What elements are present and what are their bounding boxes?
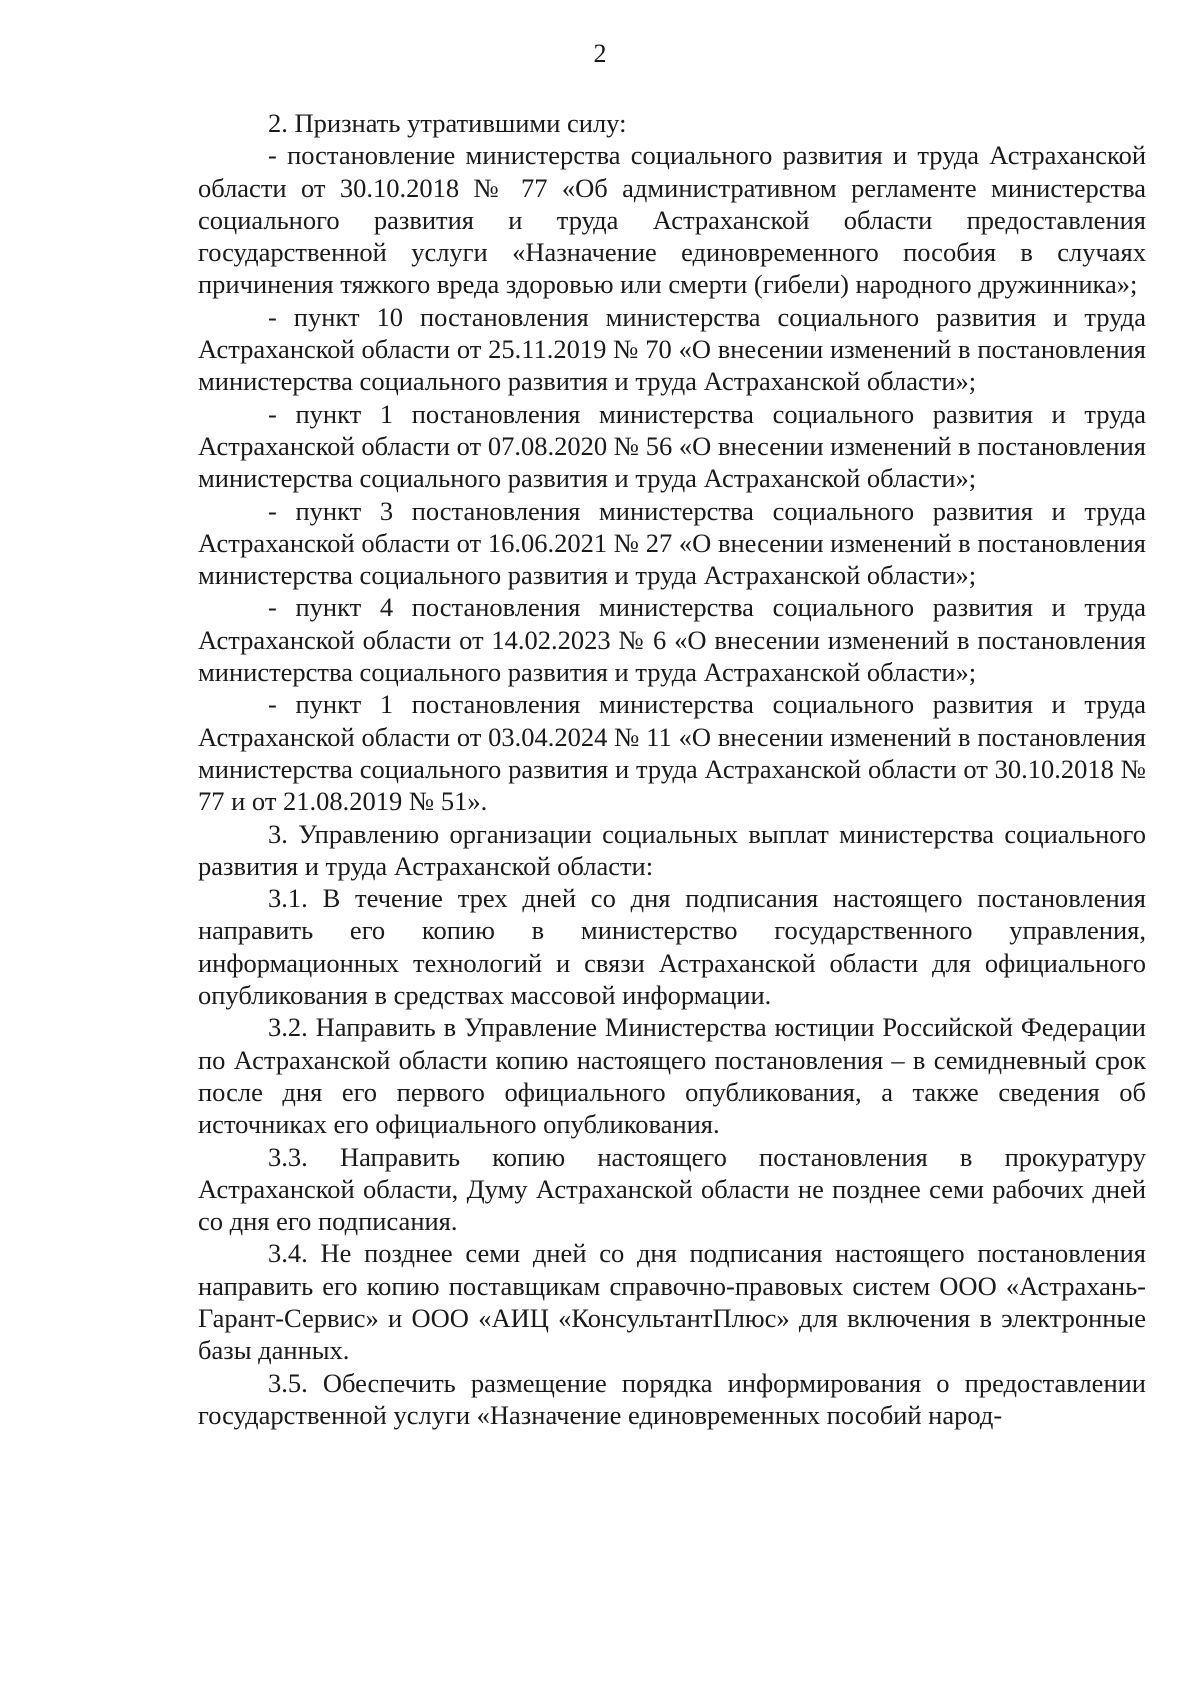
- paragraph-repeal-resolution-77: - постановление министерства социального развития и труда Астраханской области от 30.10.2018 № 77 «Об административном регламенте министерства социального развития и труда Астраханской области предоставления государственной услуги «Назначение единовременного пособия в случаях причинения тяжкого вреда здоровью или смерти (гибели) народного дружинника»;: [198, 140, 1146, 300]
- paragraph-item-3-3: 3.3. Направить копию настоящего постановления в прокуратуру Астраханской области, Думу Астраханской области не позднее семи рабочих дней со дня его подписания.: [198, 1141, 1146, 1237]
- paragraph-repeal-point-1-2024: - пункт 1 постановления министерства социального развития и труда Астраханской области от 03.04.2024 № 11 «О внесении изменений в постановления министерства социального развития и труда Астраханской области от 30.10.2018 № 77 и от 21.08.2019 № 51».: [198, 689, 1146, 817]
- paragraph-item-3: 3. Управлению организации социальных выплат министерства социального развития и труда Астраханской области:: [198, 818, 1146, 881]
- paragraph-item-3-5: 3.5. Обеспечить размещение порядка информирования о предоставлении государственной услуги «Назначение единовременных пособий народ-: [198, 1367, 1146, 1430]
- paragraph-item-2: 2. Признать утратившими силу:: [268, 108, 627, 138]
- paragraph-repeal-point-4: - пункт 4 постановления министерства социального развития и труда Астраханской области от 14.02.2023 № 6 «О внесении изменений в постановления министерства социального развития и труда Астраханской области»;: [198, 592, 1146, 688]
- paragraph-repeal-point-10: - пункт 10 постановления министерства социального развития и труда Астраханской области от 25.11.2019 № 70 «О внесении изменений в постановления министерства социального развития и труда Астраханской области»;: [198, 301, 1146, 397]
- paragraph-repeal-point-3: - пункт 3 постановления министерства социального развития и труда Астраханской области от 16.06.2021 № 27 «О внесении изменений в постановления министерства социального развития и труда Астраханской области»;: [198, 495, 1146, 591]
- document-body: [198, 107, 1146, 1431]
- paragraph-repeal-point-1-2020: - пункт 1 постановления министерства социального развития и труда Астраханской области от 07.08.2020 № 56 «О внесении изменений в постановления министерства социального развития и труда Астраханской области»;: [198, 398, 1146, 494]
- page-number: 2: [593, 39, 607, 68]
- paragraph-item-3-2: 3.2. Направить в Управление Министерства юстиции Российской Федерации по Астраханской области копию настоящего постановления – в семидневный срок после дня его первого официального опубликования, а также сведения об источниках его официального опубликования.: [198, 1012, 1146, 1140]
- paragraph-item-3-4: 3.4. Не позднее семи дней со дня подписания настоящего постановления направить его копию поставщикам справочно-правовых систем ООО «Астрахань-Гарант-Сервис» и ООО «АИЦ «КонсультантПлюс» для включения в электронные базы данных.: [198, 1238, 1146, 1366]
- paragraph-item-3-1: 3.1. В течение трех дней со дня подписания настоящего постановления направить его копию в министерство государственного управления, информационных технологий и связи Астраханской области для официального опубликования в средствах массовой информации.: [198, 883, 1146, 1011]
